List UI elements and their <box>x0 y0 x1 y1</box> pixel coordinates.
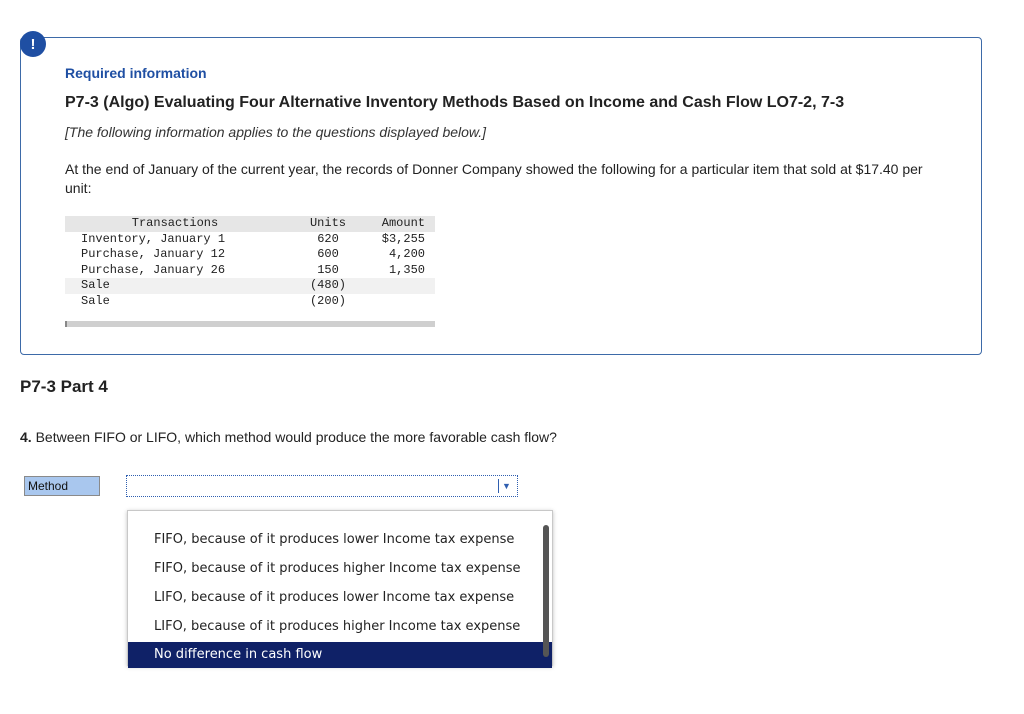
method-dropdown-list <box>127 510 553 666</box>
part-title: P7-3 Part 4 <box>20 377 108 396</box>
row-amount: 4,200 <box>388 247 425 261</box>
question-number: 4. <box>20 429 32 445</box>
row-units: 620 <box>317 231 339 246</box>
header-units: Units <box>309 216 346 230</box>
table-footer-rule <box>65 321 435 327</box>
question-text <box>20 429 557 445</box>
row-amount: $3,255 <box>381 231 425 246</box>
row-label: Sale <box>81 278 110 292</box>
dropdown-option[interactable]: FIFO, because of it produces higher Income tax expense <box>154 561 521 576</box>
intro-text: At the end of January of the current year, the records of Donner Company showed the following for a particular item that sold at $17.40 per unit: <box>65 161 923 196</box>
dropdown-option-selected[interactable]: No difference in cash flow <box>128 642 552 668</box>
method-label: Method <box>24 476 100 496</box>
transactions-table <box>65 216 435 327</box>
table-row <box>65 263 435 279</box>
row-amount: 1,350 <box>388 262 425 277</box>
dropdown-option[interactable]: LIFO, because of it produces lower Income tax expense <box>154 590 515 605</box>
row-amount <box>361 294 435 310</box>
question-body: Between FIFO or LIFO, which method would produce the more favorable cash flow? <box>31 429 557 445</box>
table-row <box>65 232 435 248</box>
applies-note: [The following information applies to the questions displayed below.] <box>65 124 487 140</box>
row-units: (480) <box>309 278 346 292</box>
dropdown-scrollbar[interactable] <box>543 525 549 657</box>
row-label: Purchase, January 26 <box>81 262 226 277</box>
table-row <box>65 294 435 310</box>
row-units: 600 <box>317 247 339 261</box>
dropdown-option[interactable]: FIFO, because of it produces lower Income tax expense <box>154 532 515 547</box>
method-select[interactable] <box>126 475 518 497</box>
header-transactions: Transactions <box>131 216 219 230</box>
chevron-down-icon[interactable]: ▼ <box>498 479 514 493</box>
alert-icon: ! <box>20 31 46 57</box>
required-information-box <box>20 37 982 355</box>
required-information-heading: Required information <box>65 65 207 81</box>
row-label: Inventory, January 1 <box>81 231 226 246</box>
table-row <box>65 247 435 263</box>
table-row <box>65 278 435 294</box>
row-label: Sale <box>81 293 110 308</box>
dropdown-option[interactable]: LIFO, because of it produces higher Income tax expense <box>154 619 521 634</box>
row-units: 150 <box>317 262 339 277</box>
table-header-row <box>65 216 435 232</box>
row-units: (200) <box>309 293 346 308</box>
problem-title: P7-3 (Algo) Evaluating Four Alternative Inventory Methods Based on Income and Cash Flow LO7-2, 7-3 <box>65 94 845 111</box>
row-amount <box>361 278 435 294</box>
row-label: Purchase, January 12 <box>81 247 226 261</box>
header-amount: Amount <box>381 216 425 230</box>
